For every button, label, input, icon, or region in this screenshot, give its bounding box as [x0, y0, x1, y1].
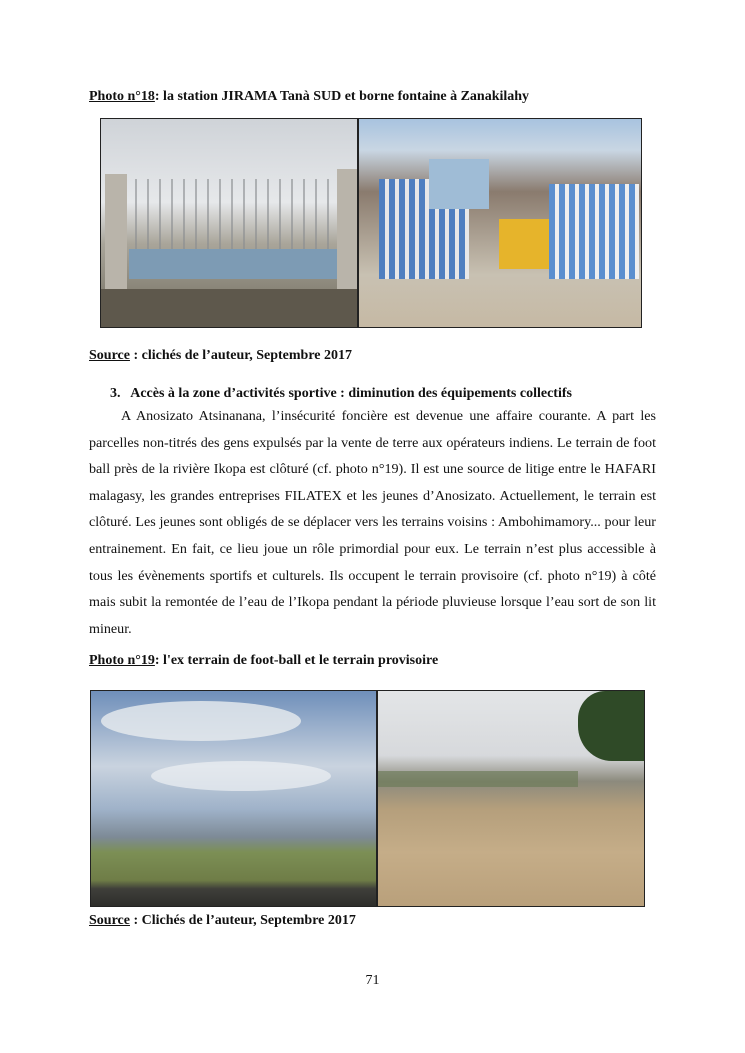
photo-ex-football-field	[90, 690, 377, 907]
photo-19-caption-text: : l'ex terrain de foot-ball et le terrain provisoire	[154, 653, 439, 668]
photo-borne-fontaine	[358, 118, 642, 328]
photo-18-source	[89, 348, 352, 364]
photo-jirama-station	[100, 118, 358, 328]
photo-18-label: Photo n°18	[89, 89, 155, 104]
body-paragraph: A Anosizato Atsinanana, l’insécurité foncière est devenue une affaire courante. A part les parcelles non-titrés des gens expulsés par la vente de terre aux opérateurs indiens. Le terrain de foot ball près de la rivière Ikopa est clôturé (cf. photo n°19). Il est une source de litige entre le HAFARI malagasy, les grandes entreprises FILATEX et les jeunes d’Anosizato. Actuellement, le terrain est clôturé. Les jeunes sont obligés de se déplacer vers les terrains voisins : Ambohimamory... pour leur entrainement. En fait, ce lieu joue un rôle primordial pour eux. Le terrain n’est plus accessible à tous les évènements sportifs et culturels. Ils occupent le terrain provisoire (cf. photo n°19) à côté mais subit la remontée de l’eau de l’Ikopa pendant la période pluvieuse lorsque l’eau sort de son lit mineur.	[89, 408, 656, 637]
page-number: 71	[365, 973, 380, 988]
section-number: 3.	[110, 386, 121, 401]
section-title: Accès à la zone d’activités sportive : diminution des équipements collectifs	[130, 386, 572, 401]
photo-19-label: Photo n°19	[89, 653, 155, 668]
source-text: : Clichés de l’auteur, Septembre 2017	[129, 913, 356, 928]
photo-18-caption-text: : la station JIRAMA Tanà SUD et borne fontaine à Zanakilahy	[154, 89, 530, 104]
source-label: Source	[89, 913, 130, 928]
section-heading	[110, 386, 572, 402]
source-text: : clichés de l’auteur, Septembre 2017	[129, 348, 352, 363]
photo-provisional-field	[377, 690, 645, 907]
photo-19-caption	[89, 653, 438, 669]
source-label: Source	[89, 348, 130, 363]
photo-18-caption	[89, 89, 529, 105]
photo-19-source	[89, 913, 356, 929]
